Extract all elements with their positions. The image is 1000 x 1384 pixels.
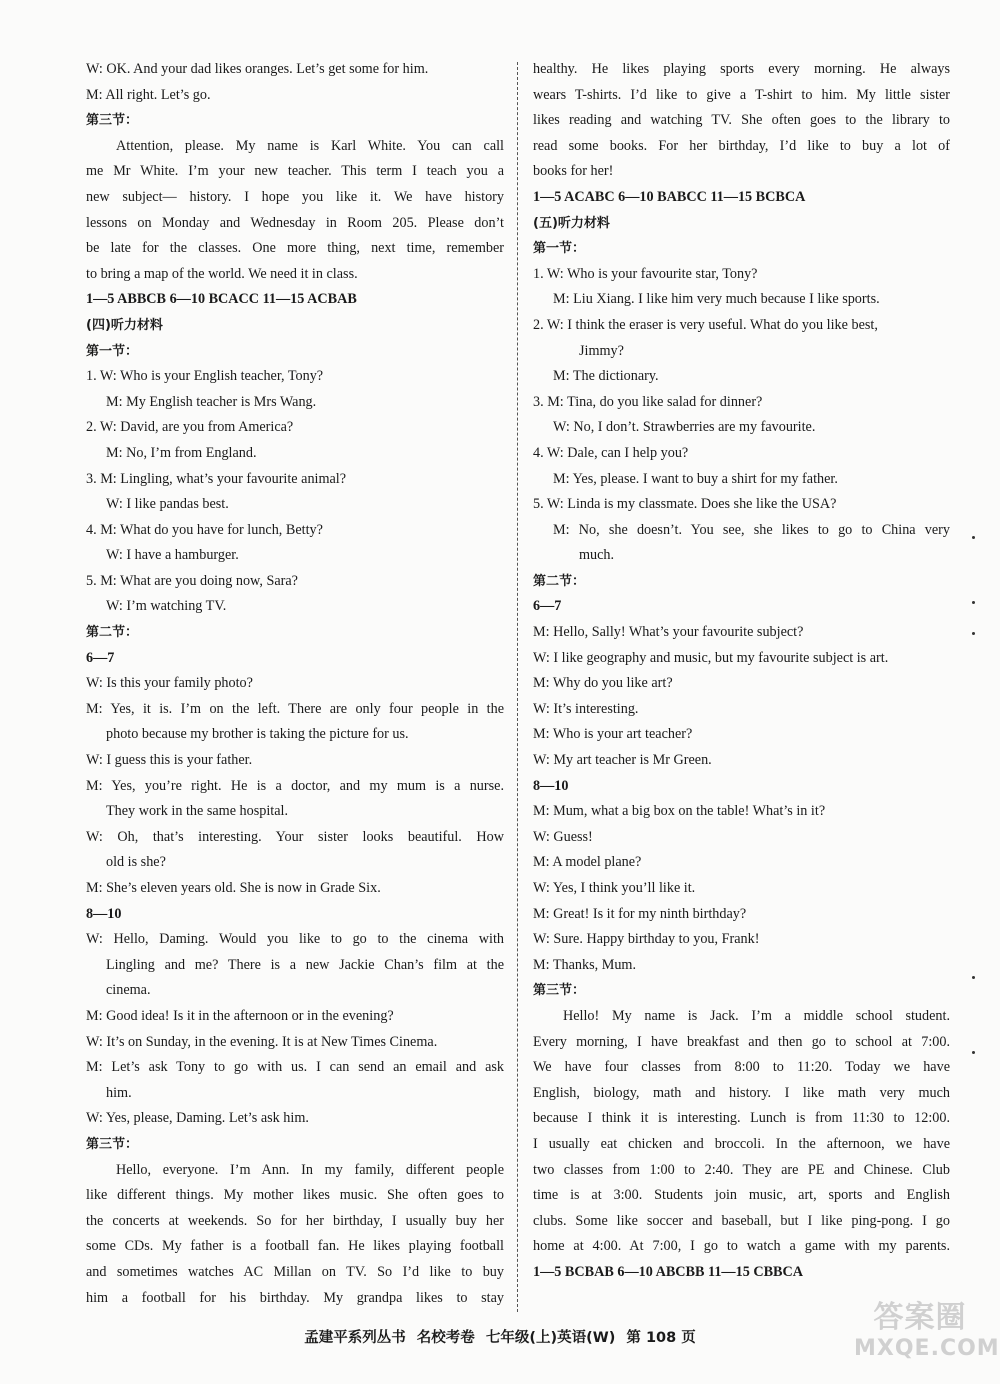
text-line: books for her! — [533, 163, 614, 180]
text-line: M: Hello, Sally! What’s your favourite subject? — [533, 624, 804, 641]
text-line: M: No, she doesn’t. You see, she likes to go to China very — [553, 521, 950, 538]
text-line: 1. W: Who is your favourite star, Tony? — [533, 265, 758, 282]
text-line: 1—5 ABBCB 6—10 BCACC 11—15 ACBAB — [86, 291, 357, 308]
right-column — [533, 57, 950, 1286]
text-line: W: Is this your family photo? — [86, 675, 253, 692]
text-line: me Mr White. I’m your new teacher. This term I teach you a — [86, 163, 504, 180]
text-line: W: I like geography and music, but my favourite subject is art. — [533, 649, 889, 666]
text-line: 第一节： — [86, 343, 139, 359]
text-line: Jimmy? — [579, 342, 624, 359]
text-line: W: Hello, Daming. Would you like to go to the cinema with — [86, 931, 504, 948]
text-line: W: Sure. Happy birthday to you, Frank! — [533, 931, 760, 948]
text-line: two classes from 1:00 to 2:40. They are PE and Chinese. Club — [533, 1161, 950, 1178]
text-line: to bring a map of the world. We need it in class. — [86, 265, 358, 282]
text-line: M: Yes, please. I want to buy a shirt for my father. — [553, 470, 838, 487]
text-line: 1—5 ACABC 6—10 BABCC 11—15 BCBCA — [533, 188, 806, 205]
text-line: 4. W: Dale, can I help you? — [533, 444, 689, 461]
column-divider — [517, 62, 518, 1312]
text-line: like different things. My mother likes music. She often goes to — [86, 1187, 504, 1204]
text-line: 8—10 — [86, 905, 122, 922]
text-line: I usually eat chicken and broccoli. In the afternoon, we have — [533, 1135, 950, 1152]
text-line: They work in the same hospital. — [106, 803, 289, 820]
margin-dot — [972, 632, 975, 635]
text-line: time is at 3:00. Students join music, art, sports and English — [533, 1187, 950, 1204]
text-line: Hello, everyone. I’m Ann. In my family, different people — [116, 1161, 504, 1178]
text-line: Every morning, I have breakfast and then go to school at 7:00. — [533, 1033, 950, 1050]
text-line: photo because my brother is taking the picture for us. — [106, 726, 409, 743]
text-line: M: Great! Is it for my ninth birthday? — [533, 905, 747, 922]
text-line: W: It’s interesting. — [533, 700, 639, 717]
text-line: W: Yes, please, Daming. Let’s ask him. — [86, 1110, 309, 1127]
text-line: M: The dictionary. — [553, 368, 659, 385]
left-column — [86, 57, 504, 1311]
text-line: clubs. Some like soccer and baseball, but I like ping-pong. I go — [533, 1212, 950, 1229]
text-line: M: Who is your art teacher? — [533, 726, 693, 743]
text-line: 8—10 — [533, 777, 569, 794]
footer-series: 孟建平系列丛书 — [304, 1330, 406, 1346]
text-line: Attention, please. My name is Karl White. You can call — [116, 137, 504, 154]
text-line: M: A model plane? — [533, 854, 642, 871]
text-line: the concerts at weekends. So for her birthday, I usually buy her — [86, 1212, 504, 1229]
text-line: and sometimes watches AC Millan on TV. So I’d like to buy — [86, 1263, 504, 1280]
text-line: 2. W: David, are you from America? — [86, 419, 294, 436]
text-line: W: My art teacher is Mr Green. — [533, 752, 712, 769]
text-line: W: I like pandas best. — [106, 496, 229, 513]
margin-dot — [972, 976, 975, 979]
text-line: M: Thanks, Mum. — [533, 956, 636, 973]
text-line: 3. M: Tina, do you like salad for dinner? — [533, 393, 763, 410]
text-line: 1—5 BCBAB 6—10 ABCBB 11—15 CBBCA — [533, 1263, 803, 1280]
text-line: wears T-shirts. I’d like to give a T-shirt to him. My little sister — [533, 86, 950, 103]
footer-title: 名校考卷 — [416, 1330, 475, 1346]
text-line: M: Yes, you’re right. He is a doctor, and my mum is a nurse. — [86, 777, 504, 794]
text-line: W: OK. And your dad likes oranges. Let’s get some for him. — [86, 61, 429, 77]
text-line: M: Yes, it is. I’m on the left. There are only four people in the — [86, 700, 504, 717]
text-line: English, biology, math and history. I like math very much — [533, 1084, 950, 1101]
text-line: 第三节： — [86, 113, 139, 129]
page-footer — [0, 1326, 1000, 1347]
text-line: (四)听力材料 — [86, 317, 163, 333]
text-line: M: Why do you like art? — [533, 675, 673, 692]
text-line: some CDs. My father is a football fan. He likes playing football — [86, 1238, 504, 1255]
text-line: 5. W: Linda is my classmate. Does she like the USA? — [533, 496, 837, 513]
text-line: W: No, I don’t. Strawberries are my favourite. — [553, 419, 816, 436]
text-line: be late for the classes. One more thing, next time, remember — [86, 240, 504, 257]
footer-page: 第 108 页 — [626, 1330, 696, 1346]
text-line: M: No, I’m from England. — [106, 444, 257, 461]
text-line: Lingling and me? There is a new Jackie Chan’s film at the — [106, 956, 504, 973]
text-line: 第二节： — [533, 573, 586, 589]
text-line: lessons on Monday and Wednesday in Room 205. Please don’t — [86, 214, 504, 231]
margin-dot — [972, 1051, 975, 1054]
text-line: 3. M: Lingling, what’s your favourite animal? — [86, 470, 347, 487]
text-line: because I think it is interesting. Lunch is from 11:30 to 12:00. — [533, 1110, 950, 1127]
text-line: 6—7 — [86, 649, 115, 666]
text-line: 5. M: What are you doing now, Sara? — [86, 572, 298, 589]
text-line: 6—7 — [533, 598, 562, 615]
text-line: M: My English teacher is Mrs Wang. — [106, 393, 317, 410]
text-line: Hello! My name is Jack. I’m a middle school student. — [563, 1007, 950, 1024]
text-line: 第一节： — [533, 241, 586, 257]
text-line: much. — [579, 547, 615, 564]
text-line: 第三节： — [86, 1136, 139, 1152]
text-line: W: It’s on Sunday, in the evening. It is at New Times Cinema. — [86, 1033, 438, 1050]
text-line: 4. M: What do you have for lunch, Betty? — [86, 521, 323, 538]
text-line: cinema. — [106, 982, 151, 999]
text-line: him. — [106, 1084, 132, 1101]
text-line: W: Yes, I think you’ll like it. — [533, 880, 696, 896]
text-line: likes reading and watching TV. She often goes to the library to — [533, 112, 950, 129]
footer-grade: 七年级(上)英语(W) — [485, 1330, 616, 1346]
watermark — [854, 1292, 1000, 1378]
text-line: M: Mum, what a big box on the table! What’s in it? — [533, 803, 826, 820]
text-line: W: I have a hamburger. — [106, 547, 239, 564]
text-line: M: Liu Xiang. I like him very much because I like sports. — [553, 291, 880, 308]
text-line: W: I’m watching TV. — [106, 598, 227, 615]
margin-dot — [972, 536, 975, 539]
text-line: W: Guess! — [533, 828, 593, 845]
text-line: 2. W: I think the eraser is very useful. What do you like best, — [533, 316, 878, 333]
watermark-url: MXQE.COM — [854, 1336, 1000, 1361]
text-line: 第二节： — [86, 625, 139, 641]
text-line: M: All right. Let’s go. — [86, 86, 211, 103]
margin-dot — [972, 601, 975, 604]
text-line: W: I guess this is your father. — [86, 752, 253, 769]
text-line: new subject— history. I hope you like it. We have history — [86, 188, 504, 205]
text-line: read some books. For her birthday, I’d like to buy a lot of — [533, 137, 950, 154]
text-line: M: Good idea! Is it in the afternoon or in the evening? — [86, 1007, 394, 1024]
text-line: home at 4:00. At 7:00, I go to watch a game with my parents. — [533, 1238, 950, 1255]
text-line: (五)听力材料 — [533, 215, 610, 231]
text-line: old is she? — [106, 854, 166, 871]
text-line: healthy. He likes playing sports every morning. He always — [533, 61, 950, 77]
text-line: M: She’s eleven years old. She is now in Grade Six. — [86, 880, 381, 896]
text-line: W: Oh, that’s interesting. Your sister looks beautiful. How — [86, 828, 504, 845]
text-line: him a football for his birthday. My grandpa likes to stay — [86, 1289, 504, 1306]
text-line: We have four classes from 8:00 to 11:20. Today we have — [533, 1059, 950, 1076]
text-line: 1. W: Who is your English teacher, Tony? — [86, 368, 324, 385]
text-line: M: Let’s ask Tony to go with us. I can send an email and ask — [86, 1059, 504, 1076]
text-line: 第三节： — [533, 983, 586, 999]
watermark-logo: 答案圈 — [873, 1300, 967, 1335]
